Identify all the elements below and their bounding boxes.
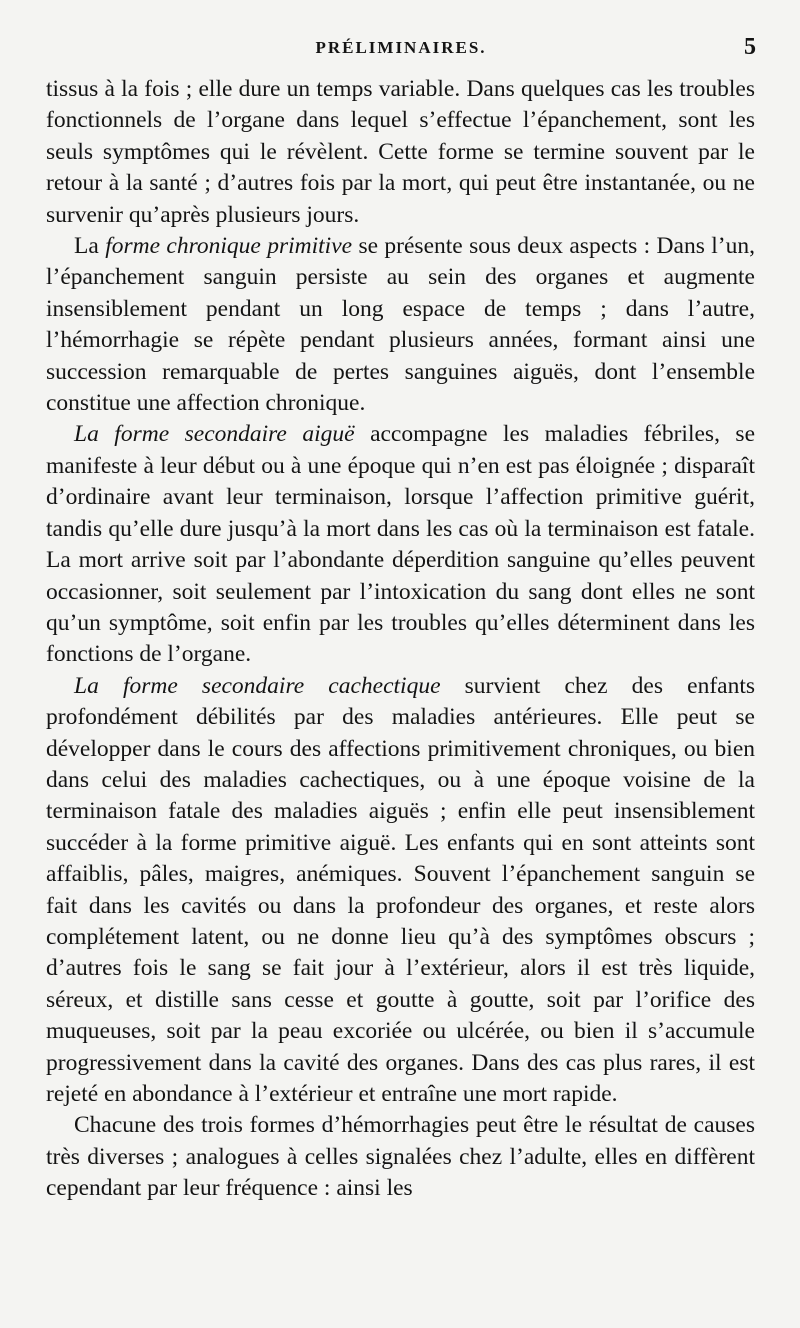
paragraph-italic-term: La forme secondaire aiguë	[74, 421, 355, 448]
page-header	[46, 34, 756, 64]
paragraph-italic-term: La forme secondaire cachectique	[74, 672, 441, 699]
paragraph-forme-chronique-primitive	[46, 231, 755, 419]
paragraph-lead: La	[74, 233, 106, 260]
paragraph-continuation	[46, 74, 755, 231]
paragraph-text: Chacune des trois formes d’hémorrhagies peut être le résultat de causes très diverses ; analogues à celles signalées chez l’adulte, elles en diffèrent cependant par leur fréquence : ainsi les	[46, 1112, 755, 1202]
paragraph-trois-formes	[46, 1110, 755, 1204]
paragraph-text: accompagne les maladies fébriles, se manifeste à leur début ou à une époque qui n’en est pas éloignée ; disparaît d’ordinaire avant leur terminaison, lorsque l’affection primitive guérit, tandis qu’elle dure jusqu’à la mort dans les cas où la terminaison est fatale. La mort arrive soit par l’abondante déperdition sanguine qu’elles peuvent occasionner, soit seulement par l’intoxication du sang dont elles ne sont qu’un symptôme, soit enfin par les troubles qu’elles déterminent dans les fonctions de l’organe.	[46, 421, 756, 668]
paragraph-text: survient chez des enfants profondément débilités par des maladies antérieures. Elle peut se développer dans le cours des affections primitivement chroniques, ou bien dans celui des maladies cachectiques, ou à une époque voisine de la terminaison fatale des maladies aiguës ; enfin elle peut insensiblement succéder à la forme primitive aiguë. Les enfants qui en sont atteints sont affaiblis, pâles, maigres, anémiques. Souvent l’épanchement sanguin se fait dans les cavités ou dans la profondeur des organes, et reste alors complétement latent, ou ne donne lieu qu’à des symptômes obscurs ; d’autres fois le sang se fait jour à l’extérieur, alors il est très liquide, séreux, et distille sans cesse et goutte à goutte, soit par l’orifice des muqueuses, soit par la peau excoriée ou ulcérée, ou bien il s’accumule progressivement dans la cavité des organes. Dans des cas plus rares, il est rejeté en abondance à l’extérieur et entraîne une mort rapide.	[46, 672, 755, 1107]
paragraph-text: se présente sous deux aspects : Dans l’un, l’épanchement sanguin persiste au sein des organes et augmente insensiblement pendant un long espace de temps ; dans l’autre, l’hémorrhagie se répète pendant plusieurs années, formant ainsi une succession remarquable de pertes sanguines aiguës, dont l’ensemble constitue une affection chronique.	[46, 233, 755, 417]
body-text	[46, 74, 755, 1205]
paragraph-text: tissus à la fois ; elle dure un temps variable. Dans quelques cas les troubles fonctionnels de l’organe dans lequel s’effectue l’épanchement, sont les seuls symptômes qui le révèlent. Cette forme se termine souvent par le retour à la santé ; d’autres fois par la mort, qui peut être instantanée, ou ne survenir qu’après plusieurs jours.	[46, 76, 755, 228]
page-number: 5	[744, 34, 756, 60]
paragraph-forme-secondaire-cachectique	[46, 671, 755, 1111]
paragraph-forme-secondaire-aigue	[46, 419, 755, 670]
running-head: PRÉLIMINAIRES.	[315, 38, 487, 57]
paragraph-italic-term: forme chronique primitive	[105, 233, 353, 260]
